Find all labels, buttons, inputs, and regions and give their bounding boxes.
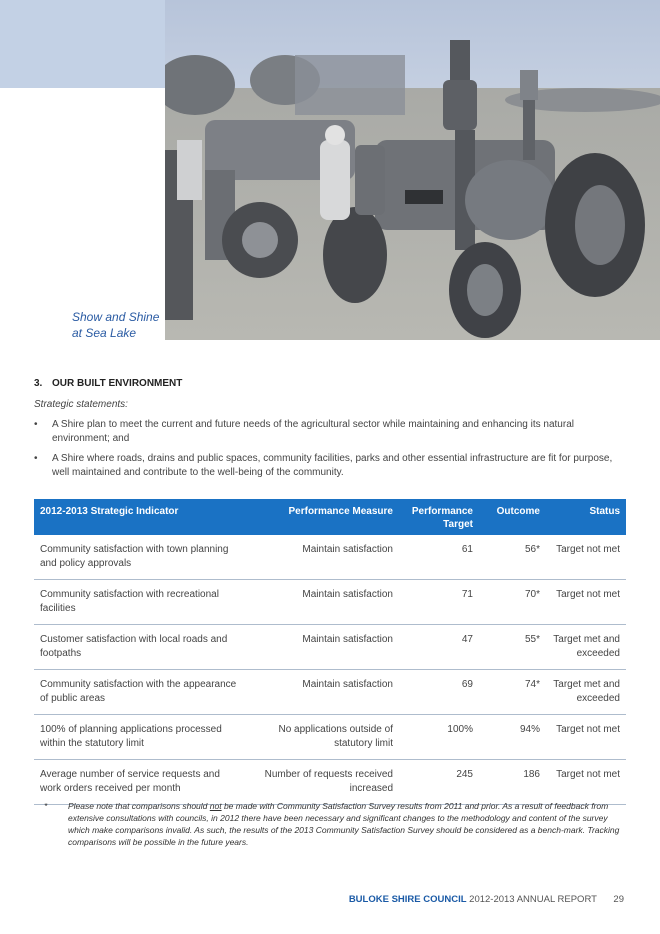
cell-target: 71 xyxy=(399,580,479,625)
cell-target: 69 xyxy=(399,670,479,715)
bullet-icon: • xyxy=(34,453,38,464)
cell-outcome: 74* xyxy=(479,670,546,715)
footnote xyxy=(44,800,624,848)
footnote-asterisk: * xyxy=(44,801,48,811)
section-number: 3. xyxy=(34,378,43,389)
cell-measure: Maintain satisfaction xyxy=(249,535,399,580)
table-row xyxy=(34,715,626,760)
strategic-statements xyxy=(34,418,626,480)
cell-indicator: Community satisfaction with town planning and policy approvals xyxy=(34,535,249,580)
strategic-indicator-table xyxy=(34,499,626,805)
bullet-icon: • xyxy=(34,419,38,430)
cell-status: Target not met xyxy=(546,760,626,805)
page-footer xyxy=(349,894,624,905)
cell-indicator: Community satisfaction with recreational facilities xyxy=(34,580,249,625)
table-row xyxy=(34,625,626,670)
statement-item xyxy=(34,452,626,480)
photo-caption xyxy=(72,309,159,341)
cell-indicator: Community satisfaction with the appearance of public areas xyxy=(34,670,249,715)
section-title: OUR BUILT ENVIRONMENT xyxy=(52,378,183,389)
table-row xyxy=(34,535,626,580)
photo-caption-line2: at Sea Lake xyxy=(72,326,137,340)
footer-brand: BULOKE SHIRE COUNCIL xyxy=(348,894,467,905)
cell-target: 47 xyxy=(399,625,479,670)
cell-status: Target met and exceeded xyxy=(546,625,626,670)
cell-outcome: 55* xyxy=(479,625,546,670)
table-row xyxy=(34,670,626,715)
tractor-photo xyxy=(165,0,660,340)
table-header-row xyxy=(34,499,626,535)
statement-item xyxy=(34,418,626,446)
cell-status: Target not met xyxy=(546,535,626,580)
section-heading xyxy=(34,378,626,389)
statement-text: A Shire plan to meet the current and future needs of the agricultural sector while maintaining and enhancing its natural environment; and xyxy=(52,419,574,444)
col-header-outcome: Outcome xyxy=(479,499,546,535)
cell-measure: Maintain satisfaction xyxy=(249,670,399,715)
col-header-status: Status xyxy=(546,499,626,535)
col-header-measure: Performance Measure xyxy=(249,499,399,535)
section-content xyxy=(34,378,626,486)
footnote-text-before: Please note that comparisons should xyxy=(68,801,210,811)
cell-status: Target met and exceeded xyxy=(546,670,626,715)
table-row xyxy=(34,580,626,625)
footnote-text-after: be made with Community Satisfaction Survey results from 2011 and prior. As a result of feedback from extensive consultations with councils, in 2012 there have been necessary and significant changes to the methodology and content of the survey which make comparisons invalid. As such, the results of the 2013 Community Satisfaction Survey should be considered as a bench-mark. Tracking comparisons will be possible in the future years. xyxy=(68,801,620,847)
cell-indicator: Average number of service requests and work orders received per month xyxy=(34,760,249,805)
cell-measure: Maintain satisfaction xyxy=(249,625,399,670)
cell-measure: Number of requests received increased xyxy=(249,760,399,805)
section-subtitle: Strategic statements: xyxy=(34,399,128,410)
page-number: 29 xyxy=(613,894,624,905)
cell-measure: Maintain satisfaction xyxy=(249,580,399,625)
cell-indicator: Customer satisfaction with local roads and footpaths xyxy=(34,625,249,670)
photo-caption-line1: Show and Shine xyxy=(72,310,160,324)
footnote-emphasis: not xyxy=(209,801,222,811)
cell-outcome: 56* xyxy=(479,535,546,580)
cell-outcome: 70* xyxy=(479,580,546,625)
footnote-text xyxy=(68,800,624,848)
cell-outcome: 186 xyxy=(479,760,546,805)
cell-target: 61 xyxy=(399,535,479,580)
cell-indicator: 100% of planning applications processed within the statutory limit xyxy=(34,715,249,760)
cell-target: 245 xyxy=(399,760,479,805)
cell-outcome: 94% xyxy=(479,715,546,760)
footer-report-title: 2012-2013 ANNUAL REPORT xyxy=(469,894,597,905)
cell-measure: No applications outside of statutory limit xyxy=(249,715,399,760)
cell-target: 100% xyxy=(399,715,479,760)
cell-status: Target not met xyxy=(546,715,626,760)
cell-status: Target not met xyxy=(546,580,626,625)
statement-text: A Shire where roads, drains and public spaces, community facilities, parks and other essential infrastructure are fit for purpose, well maintained and contribute to the well-being of the community. xyxy=(52,453,613,478)
col-header-indicator: 2012-2013 Strategic Indicator xyxy=(34,499,249,535)
table-row xyxy=(34,760,626,805)
col-header-target: Performance Target xyxy=(399,499,479,535)
